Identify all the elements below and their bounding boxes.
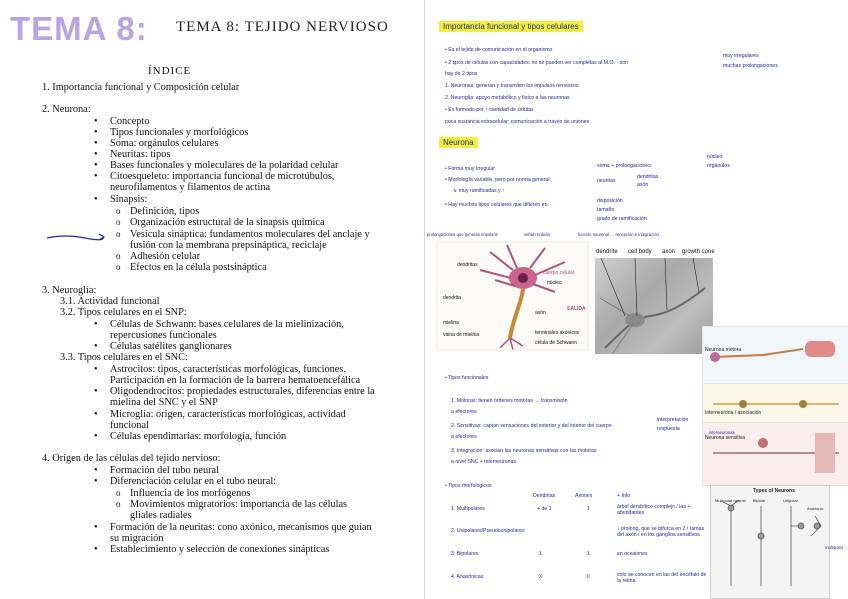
note-brace-item: axón <box>637 182 649 188</box>
index-subitem: • Citoesqueleto: importancia funcional de microtúbulos, <box>110 171 334 182</box>
micrograph-label: dendrite <box>596 249 618 255</box>
table-cell: en ocasiones <box>617 551 648 557</box>
table-cell: árbol dendrítico complejo / las + abundantes <box>617 504 691 516</box>
note-line: hay de 2 tipos <box>445 71 478 77</box>
figure-label: cuerpo celular <box>543 270 575 276</box>
index-subitem: • Diferenciación celular en el tubo neural: <box>110 476 276 487</box>
note-line: 2. Sensitivas: captan sensaciones del exterior y del interior del cuerpo <box>451 423 612 429</box>
side-caption: Bipolar <box>753 498 766 503</box>
table-cell: 1 <box>539 551 542 557</box>
figure-label: terminales axónicos <box>535 330 580 336</box>
index-subsubitem: o Vesícula sináptica: fundamentos moleculares del anclaje y <box>130 229 370 240</box>
handwritten-arrow-icon <box>45 232 107 242</box>
tema-logo: TEMA 8: <box>10 10 148 47</box>
index-subitem: • Formación de la neuritas: cono axónico, mecanismos que guían <box>110 522 372 533</box>
figure-label: dendritas <box>457 262 478 268</box>
table-row-name: 1. Multipolares <box>451 506 485 512</box>
neuron-diagram <box>435 240 590 352</box>
types-of-neurons-image <box>710 485 830 599</box>
index-subitem-cont: Participación en la formación de la barrera hematoencefálica <box>110 375 361 386</box>
micrograph-label: cell body <box>628 249 652 255</box>
side-caption: Neurona motora <box>705 347 742 353</box>
note-brace-item: dendritas <box>637 174 659 180</box>
table-cell: 1 <box>587 551 590 557</box>
figure-label: núcleo <box>547 280 562 286</box>
table-cell: 0 <box>587 574 590 580</box>
index-subsubitem: o Movimientos migratorios: importancia de las células <box>130 499 347 510</box>
figure-label: célula de Schwann <box>535 340 577 346</box>
index-subitem: • Bases funcionales y moleculares de la polaridad celular <box>110 160 338 171</box>
table-cell: ↓ prolong. que se bifurca en 2 / ramas del axón / en los ganglios sensitivos <box>617 526 705 538</box>
note-line: • Es el tejido de comunicación en el organismo <box>445 47 553 53</box>
index-subsection: 3.3. Tipos celulares en el SNC: <box>60 352 188 363</box>
note-brace-item: muy irregulares <box>723 53 759 59</box>
index-subsubitem: o Adhesión celular <box>130 251 200 262</box>
side-caption: Neurona sensitiva <box>705 435 746 441</box>
note-line: • Es formado por ↑ cantidad de células <box>445 107 534 113</box>
index-item-3: 3. Neuroglía: <box>42 285 97 296</box>
index-subsubitem: o Organización estructural de la sinapsis química <box>130 217 325 228</box>
note-brace-item: orgánulos <box>707 163 730 169</box>
index-subitem: • Astrocitos: tipos, características morfológicas, funciones. <box>110 364 346 375</box>
figure-note: función neuronal → recepción e integración <box>578 232 659 237</box>
note-line: • Morfología variable, pero por norma general: <box>445 177 551 183</box>
table-cell: + de 1 <box>537 506 552 512</box>
section-heading-neurona: Neurona <box>439 137 478 148</box>
side-caption: Unipolar <box>783 498 798 503</box>
side-note: multipolar <box>825 545 844 550</box>
index-item-2: 2. Neurona: <box>42 104 91 115</box>
note-line: 1. Neuronas: generan y transmiten los impulsos nerviosos <box>445 83 579 89</box>
index-subitem-cont: neurofilamentos y filamentos de actina <box>110 182 271 193</box>
index-subitem-cont: repercusiones funcionales <box>110 330 217 341</box>
section-tipos-morfologicos: • Tipos morfológicos <box>445 483 492 489</box>
index-subitem: • Células satélites ganglionares <box>110 341 232 352</box>
micrograph-image <box>595 258 713 354</box>
index-subitem: • Oligodendrocitos: propiedades estructurales, diferencias entre la <box>110 386 375 397</box>
note-brace-item: respuesta <box>657 426 680 432</box>
table-header: + Info <box>617 493 631 499</box>
figure-label: axón <box>535 310 546 316</box>
index-subsection: 3.1. Actividad funcional <box>60 296 160 307</box>
side-caption: Types of Neurons <box>753 488 795 494</box>
index-subitem-cont: su migración <box>110 533 164 544</box>
section-heading-importancia: Importancia funcional y tipos celulares <box>439 21 583 32</box>
note-brace-item: núcleo <box>707 154 723 160</box>
section-tipos-funcionales: • Tipos funcionales <box>445 375 489 381</box>
side-note: interneuronas <box>709 430 735 435</box>
note-line: • Forma muy irregular <box>445 166 495 172</box>
side-caption: Anaxonic <box>807 506 824 511</box>
index-subitem: • Formación del tubo neural <box>110 465 219 476</box>
index-item-4: 4. Origen de las células del tejido nervioso: <box>42 453 221 464</box>
index-heading: ÍNDICE <box>148 65 192 77</box>
note-line: a efectores <box>451 409 477 415</box>
index-subsubitem-cont: fusión con la membrana prepsináptica, reciclaje <box>130 240 327 251</box>
note-line: • 2 tipos de células con capacidades: no se pueden ver completas al M.O. · son <box>445 60 628 66</box>
table-row-name: 2. Unipolares/Pseudounipolares <box>451 528 525 534</box>
note-line: ↳ muy ramificadas y ↑ <box>453 188 505 194</box>
index-subitem: • Neuritas: tipos <box>110 149 170 160</box>
table-row-name: 4. Anaxónicas <box>451 574 484 580</box>
index-subitem: • Concepto <box>110 116 149 127</box>
figure-label: mielina <box>443 320 459 326</box>
table-header: Axones <box>575 493 593 499</box>
figure-note: señal recibida <box>524 232 550 237</box>
table-row-name: 3. Bipolares <box>451 551 479 557</box>
index-subsubitem: o Efectos en la célula postsináptica <box>130 262 267 273</box>
note-brace-item: grado de ramificación <box>597 216 647 222</box>
figure-label: vaina de mielina <box>443 332 480 338</box>
table-header: Dendritas <box>533 493 556 499</box>
index-subsection: 3.2. Tipos celulares en el SNP: <box>60 307 187 318</box>
note-line: a efectores <box>451 434 477 440</box>
figure-label: dendrita <box>443 295 462 301</box>
note-brace-item: interpretación <box>657 417 689 423</box>
motor-neuron-image <box>702 326 848 384</box>
note-line: 1. Motoras: tienen órdenes motoras → transmisión <box>451 398 568 404</box>
table-cell: 1 <box>587 506 590 512</box>
index-subitem: • Soma: orgánulos celulares <box>110 138 218 149</box>
index-subsubitem: o Definición, tipos <box>130 206 199 217</box>
index-subitem: • Establecimiento y selección de conexiones sinápticas <box>110 544 329 555</box>
micrograph-label: axon <box>662 249 676 255</box>
index-item-1: 1. Importancia funcional y Composición celular <box>42 82 240 93</box>
document-title: TEMA 8: TEJIDO NERVIOSO <box>176 19 389 35</box>
note-line: poca sustancia extracelular: comunicación a través de uniones <box>445 119 590 125</box>
right-page <box>425 0 848 599</box>
index-subitem-cont: funcional <box>110 420 149 431</box>
note-brace-item: muchas prolongaciones <box>723 63 778 69</box>
index-subitem: • Sinapsis: <box>110 194 147 205</box>
note-line: 2. Neuroglia: apoyo metabólico y físico a las neuronas <box>445 95 570 101</box>
index-subitem-cont: mielina del SNC y el SNP <box>110 397 218 408</box>
index-subitem: • Células ependimarias: morfología, función <box>110 431 286 442</box>
index-subsubitem: o Influencia de los morfógenos <box>130 488 250 499</box>
interneuron-image <box>702 383 848 423</box>
index-subitem: • Tipos funcionales y morfológicos <box>110 127 248 138</box>
note-line: a nivel SNC + interneuronas <box>451 459 517 465</box>
index-subitem: • Células de Schwann: bases celulares de la mielinización, <box>110 319 344 330</box>
table-cell: solo se conocen en las del encéfalo de la retina <box>617 572 707 584</box>
note-brace-item: disposición <box>597 198 623 204</box>
note-brace-item: neuritas <box>597 178 616 184</box>
note-brace-item: soma + prolongaciones <box>597 163 651 169</box>
figure-label: SALIDA <box>567 306 586 312</box>
note-line: 3. Integración: asocian las neuronas sensitivas con las motoras <box>451 448 597 454</box>
note-line: • Hay muchos tipos celulares que difieren en: <box>445 202 549 208</box>
micrograph-label: growth cone <box>682 249 715 255</box>
note-brace-item: tamaño <box>597 207 615 213</box>
index-subsubitem-cont: gliales radiales <box>130 510 192 521</box>
side-caption: Multipolar neuron <box>715 498 746 503</box>
side-caption: Interneurona / asociación <box>705 410 762 416</box>
table-cell: X <box>539 574 543 580</box>
index-subitem: • Microglía: origen, características morfológicas, actividad <box>110 409 346 420</box>
figure-note: prolongaciones que generan impulsos <box>427 232 498 237</box>
